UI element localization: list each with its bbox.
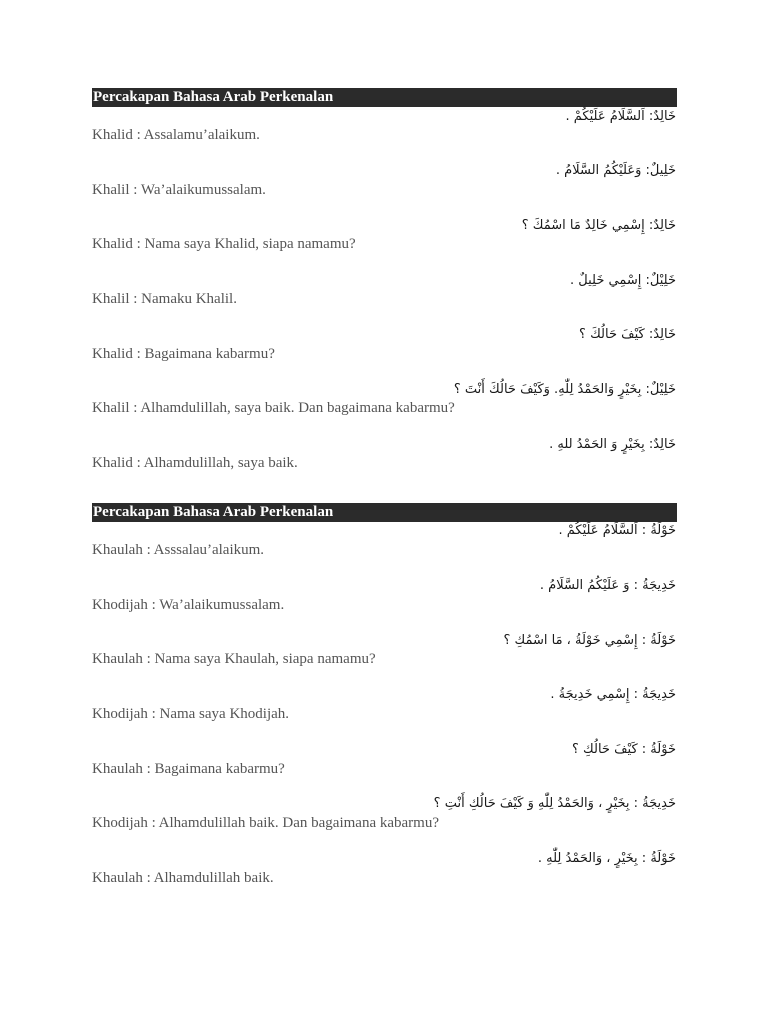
section-2-title: Percakapan Bahasa Arab Perkenalan <box>92 503 677 522</box>
latin-line: Khaulah : Alhamdulillah baik. <box>92 870 274 886</box>
arabic-line: خَدِيجَةُ : إِسْمِي خَدِيجَةُ . <box>550 687 676 702</box>
latin-line: Khaulah : Nama saya Khaulah, siapa namamu? <box>92 651 376 667</box>
latin-line: Khodijah : Nama saya Khodijah. <box>92 706 290 722</box>
latin-line: Khalid : Alhamdulillah, saya baik. <box>92 455 298 471</box>
latin-line: Khalid : Nama saya Khalid, siapa namamu? <box>92 236 356 252</box>
arabic-line: خَالِدٌ: بِخَيْرٍ وَ الحَمْدُ للهِ . <box>549 437 676 452</box>
latin-line: Khodijah : Alhamdulillah baik. Dan bagaimana kabarmu? <box>92 815 439 831</box>
arabic-line: خَوْلَةُ : كَيْفَ حَالُكِ ؟ <box>572 742 676 757</box>
latin-line: Khalil : Alhamdulillah, saya baik. Dan bagaimana kabarmu? <box>92 400 455 416</box>
arabic-line: خَوْلَةُ : بِخَيْرٍ ، وَالحَمْدُ لِلّٰهِ . <box>537 851 676 866</box>
latin-line: Khalid : Assalamu’alaikum. <box>92 127 260 143</box>
latin-line: Khalil : Namaku Khalil. <box>92 291 237 307</box>
latin-line: Khodijah : Wa’alaikumussalam. <box>92 597 285 613</box>
arabic-line: خَلِيلٌ: وَعَلَيْكُمُ السَّلَامُ . <box>555 163 676 178</box>
latin-line: Khalil : Wa’alaikumussalam. <box>92 182 266 198</box>
latin-line: Khaulah : Asssalau’alaikum. <box>92 542 265 558</box>
latin-line: Khalid : Bagaimana kabarmu? <box>92 346 275 362</box>
arabic-line: خَالِدٌ: كَيْفَ حَالُكَ ؟ <box>579 327 676 342</box>
arabic-line: خَلِيْلٌ: بِخَيْرٍ وَالحَمْدُ لِلّٰهِ. وَكَيْفَ حَالُكَ أَنْتَ ؟ <box>453 382 676 397</box>
arabic-line: خَلِيْلٌ: إِسْمِي خَلِيلٌ . <box>570 273 676 288</box>
arabic-line: خَالِدٌ: إِسْمِي خَالِدٌ مَا اسْمُكَ ؟ <box>521 218 676 233</box>
arabic-line: خَوْلَةُ : اَلسَّلَامُ عَلَيْكُمْ . <box>558 523 676 538</box>
latin-line: Khaulah : Bagaimana kabarmu? <box>92 761 285 777</box>
arabic-line: خَوْلَةُ : إِسْمِي خَوْلَةُ ، مَا اسْمُكِ ؟ <box>503 633 676 648</box>
section-1-title: Percakapan Bahasa Arab Perkenalan <box>92 88 677 107</box>
arabic-line: خَدِيجَةُ : وَ عَلَيْكُمُ السَّلَامُ . <box>539 578 676 593</box>
arabic-line: خَدِيجَةُ : بِخَيْرٍ ، وَالحَمْدُ لِلّٰهِ وَ كَيْفَ حَالُكِ أَنْتِ ؟ <box>433 796 676 811</box>
arabic-line: خَالِدٌ: اَلسَّلَامُ عَلَيْكُمْ . <box>565 109 676 124</box>
